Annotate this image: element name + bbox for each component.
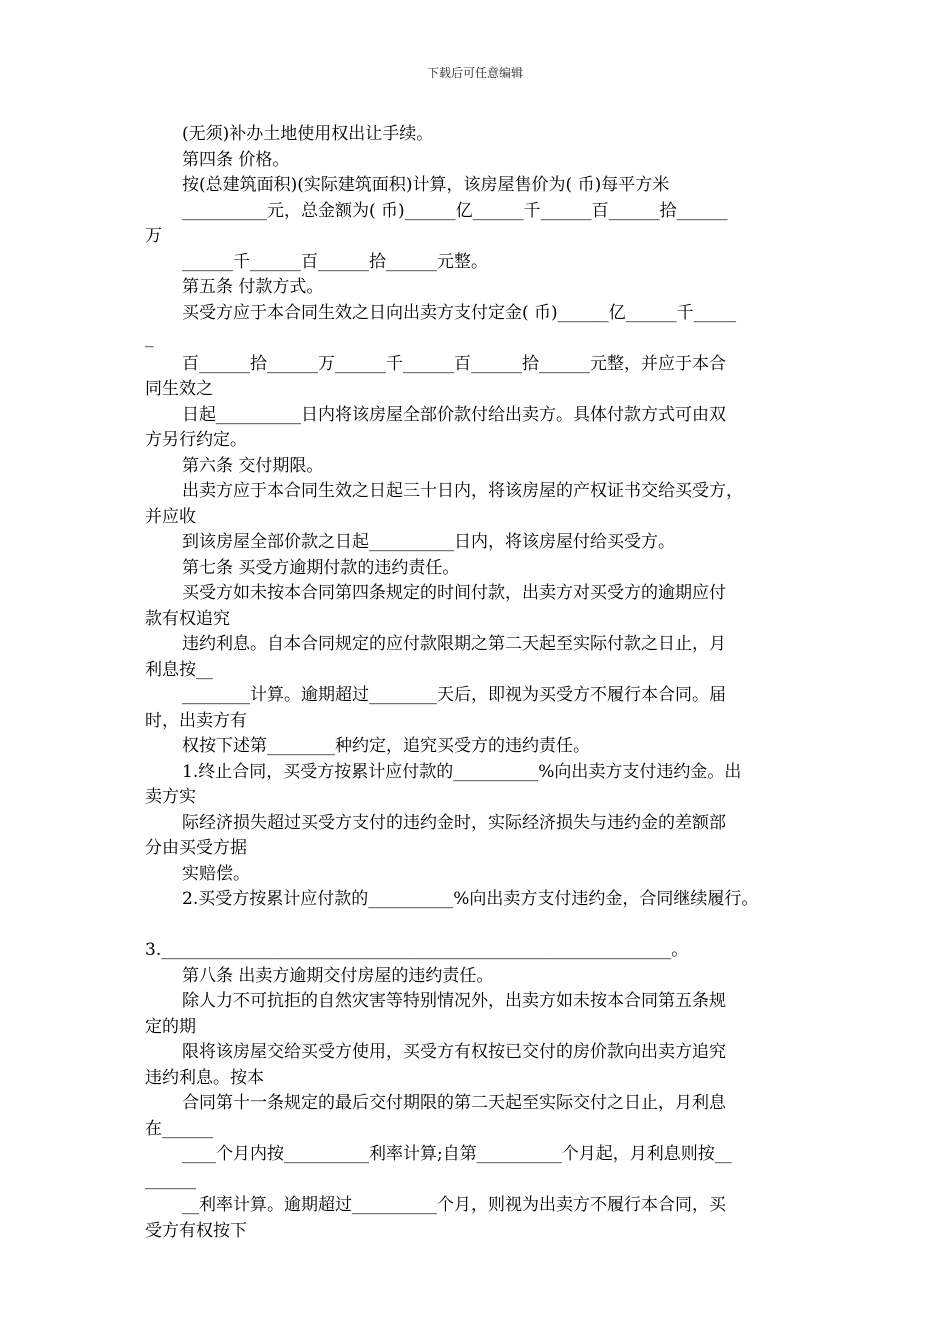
contract-line: 3.____________________________________________________________。 <box>145 940 689 960</box>
contract-line: 按(总建筑面积)(实际建筑面积)计算，该房屋售价为( 币)每平方米 <box>182 175 670 195</box>
contract-line: 第四条 价格。 <box>182 149 290 170</box>
contract-line: 万 <box>145 226 162 246</box>
contract-line: 到该房屋全部价款之日起__________日内，将该房屋付给买受方。 <box>182 532 675 552</box>
contract-line: ____个月内按__________利率计算;自第__________个月起，月利息则按__ <box>182 1144 732 1164</box>
contract-line: 第六条 交付期限。 <box>182 455 324 476</box>
contract-line: 第五条 付款方式。 <box>182 277 324 297</box>
contract-line: _ <box>145 328 154 348</box>
contract-line <box>145 913 835 939</box>
contract-line: 第七条 买受方逾期付款的违约责任。 <box>182 557 460 578</box>
contract-line: 1.终止合同，买受方按累计应付款的__________%向出卖方支付违约金。出 <box>182 761 742 782</box>
contract-line: 并应收 <box>145 506 196 527</box>
contract-body <box>145 122 835 1244</box>
contract-line: 买受方应于本合同生效之日向出卖方支付定金( 币)______亿______千_____ <box>182 302 737 323</box>
contract-line: 在______ <box>145 1118 213 1139</box>
contract-line: 除人力不可抗拒的自然灾害等特别情况外，出卖方如未按本合同第五条规 <box>182 991 726 1011</box>
contract-line: 第八条 出卖方逾期交付房屋的违约责任。 <box>182 965 494 986</box>
contract-line: ______千______百______拾______元整。 <box>182 251 488 272</box>
contract-line: ________计算。逾期超过________天后，即视为买受方不履行本合同。届 <box>182 685 726 705</box>
contract-line: 际经济损失超过买受方支付的违约金时，实际经济损失与违约金的差额部 <box>182 812 726 833</box>
contract-line: 同生效之 <box>145 379 213 399</box>
contract-line: ______ <box>145 1169 196 1190</box>
contract-line: 违约利息。自本合同规定的应付款限期之第二天起至实际付款之日止，月 <box>182 634 726 654</box>
contract-line: 限将该房屋交给买受方使用，买受方有权按已交付的房价款向出卖方追究 <box>182 1042 726 1062</box>
contract-line: 日起__________日内将该房屋全部价款付给出卖方。具体付款方式可由双 <box>182 404 726 425</box>
contract-line: 权按下述第________种约定，追究买受方的违约责任。 <box>182 736 590 756</box>
contract-line: 时，出卖方有 <box>145 710 247 731</box>
contract-line: 买受方如未按本合同第四条规定的时间付款，出卖方对买受方的逾期应付 <box>182 583 726 603</box>
contract-line: 分由买受方据 <box>145 838 247 858</box>
contract-line: 款有权追究 <box>145 608 230 629</box>
contract-line: 利息按__ <box>145 659 213 680</box>
page-header-note: 下载后可任意编辑 <box>426 66 523 80</box>
contract-line: 合同第十一条规定的最后交付期限的第二天起至实际交付之日止，月利息 <box>182 1093 726 1113</box>
contract-line: __利率计算。逾期超过__________个月，则视为出卖方不履行本合同，买 <box>182 1195 726 1215</box>
contract-line: 受方有权按下 <box>145 1220 247 1241</box>
contract-line: 方另行约定。 <box>145 430 247 450</box>
contract-line: 定的期 <box>145 1016 196 1037</box>
contract-line: 出卖方应于本合同生效之日起三十日内，将该房屋的产权证书交给买受方， <box>182 481 743 501</box>
contract-line: 违约利息。按本 <box>145 1067 264 1088</box>
contract-line: 卖方实 <box>145 787 196 807</box>
contract-line: 2.买受方按累计应付款的__________%向出卖方支付违约金，合同继续履行。 <box>182 889 759 909</box>
contract-line: __________元，总金额为( 币)______亿______千______百______拾______ <box>182 200 728 221</box>
contract-line: 百______拾______万______千______百______拾______元整，并应于本合 <box>182 353 726 374</box>
contract-line: (无须)补办土地使用权出让手续。 <box>182 124 434 144</box>
contract-line: 实赔偿。 <box>182 863 250 884</box>
